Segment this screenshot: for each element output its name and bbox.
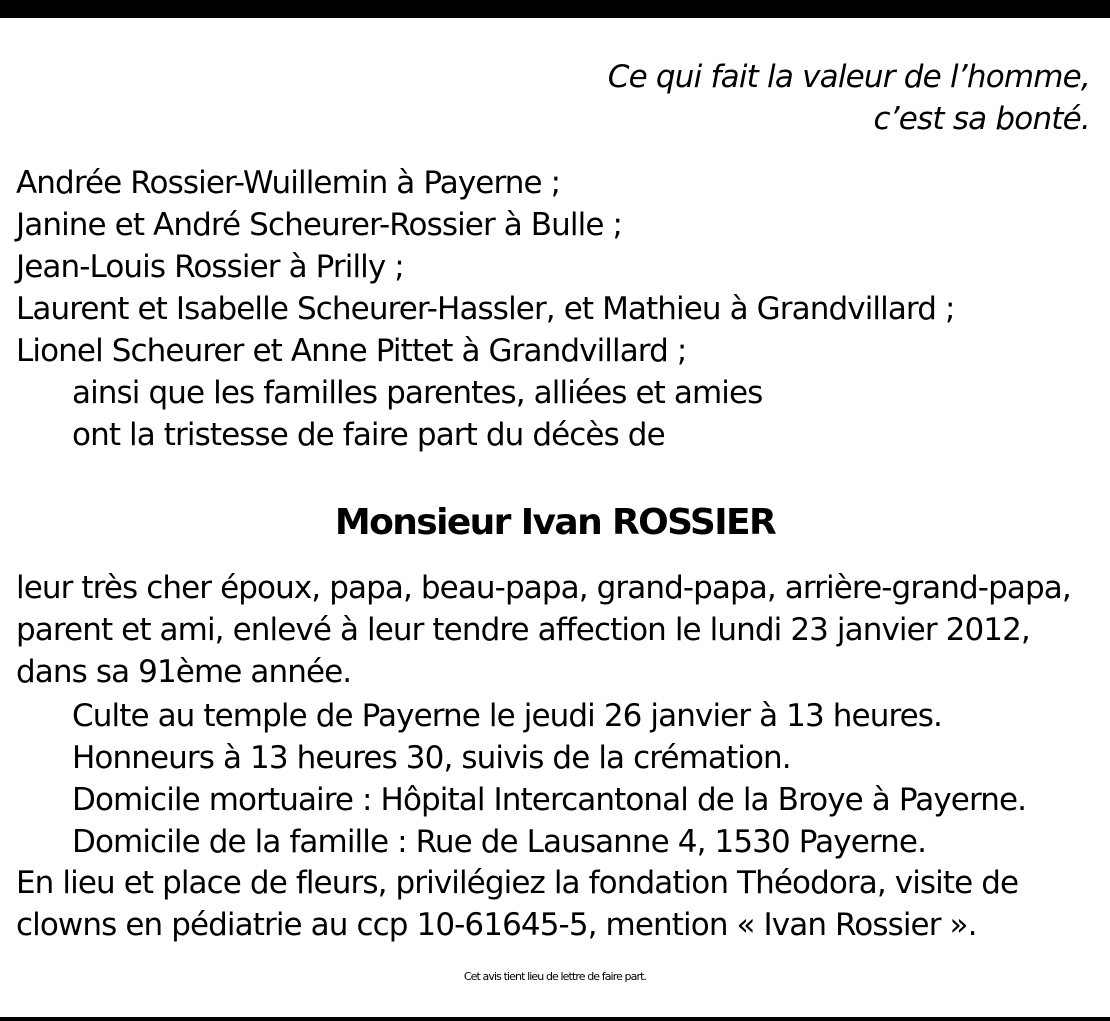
mourner-line: Lionel Scheurer et Anne Pittet à Grandvillard ;	[16, 333, 687, 369]
donation-line: clowns en pédiatrie au ccp 10-61645-5, mention « Ivan Rossier ».	[16, 907, 977, 943]
mourner-line: Andrée Rossier-Wuillemin à Payerne ;	[16, 165, 561, 201]
deceased-name: Monsieur Ivan ROSSIER	[334, 502, 776, 543]
announcement-line: ainsi que les familles parentes, alliées et amies	[72, 375, 763, 411]
closing-note: Cet avis tient lieu de lettre de faire part.	[463, 970, 647, 983]
mourner-line: Laurent et Isabelle Scheurer-Hassler, et Mathieu à Grandvillard ;	[16, 291, 955, 327]
arrangement-line: Domicile de la famille : Rue de Lausanne 4, 1530 Payerne.	[72, 824, 927, 860]
arrangement-line: Culte au temple de Payerne le jeudi 26 janvier à 13 heures.	[72, 698, 942, 734]
donation-line: En lieu et place de fleurs, privilégiez la fondation Théodora, visite de	[16, 865, 1019, 901]
top-rule	[0, 0, 1110, 18]
announcement-line: ont la tristesse de faire part du décès de	[72, 417, 665, 453]
epigraph-line: Ce qui fait la valeur de l’homme,	[607, 59, 1090, 95]
epigraph-line: c’est sa bonté.	[873, 101, 1090, 137]
arrangement-line: Honneurs à 13 heures 30, suivis de la crémation.	[72, 740, 791, 776]
description-line: leur très cher époux, papa, beau-papa, grand-papa, arrière-grand-papa,	[16, 570, 1071, 606]
mourner-line: Jean-Louis Rossier à Prilly ;	[16, 249, 404, 285]
arrangement-line: Domicile mortuaire : Hôpital Intercantonal de la Broye à Payerne.	[72, 782, 1027, 818]
description-line: parent et ami, enlevé à leur tendre affection le lundi 23 janvier 2012,	[16, 612, 1030, 648]
epigraph-quote	[608, 56, 1090, 140]
description-line: dans sa 91ème année.	[16, 654, 352, 690]
mourner-line: Janine et André Scheurer-Rossier à Bulle ;	[16, 207, 623, 243]
bottom-rule	[0, 1017, 1110, 1021]
